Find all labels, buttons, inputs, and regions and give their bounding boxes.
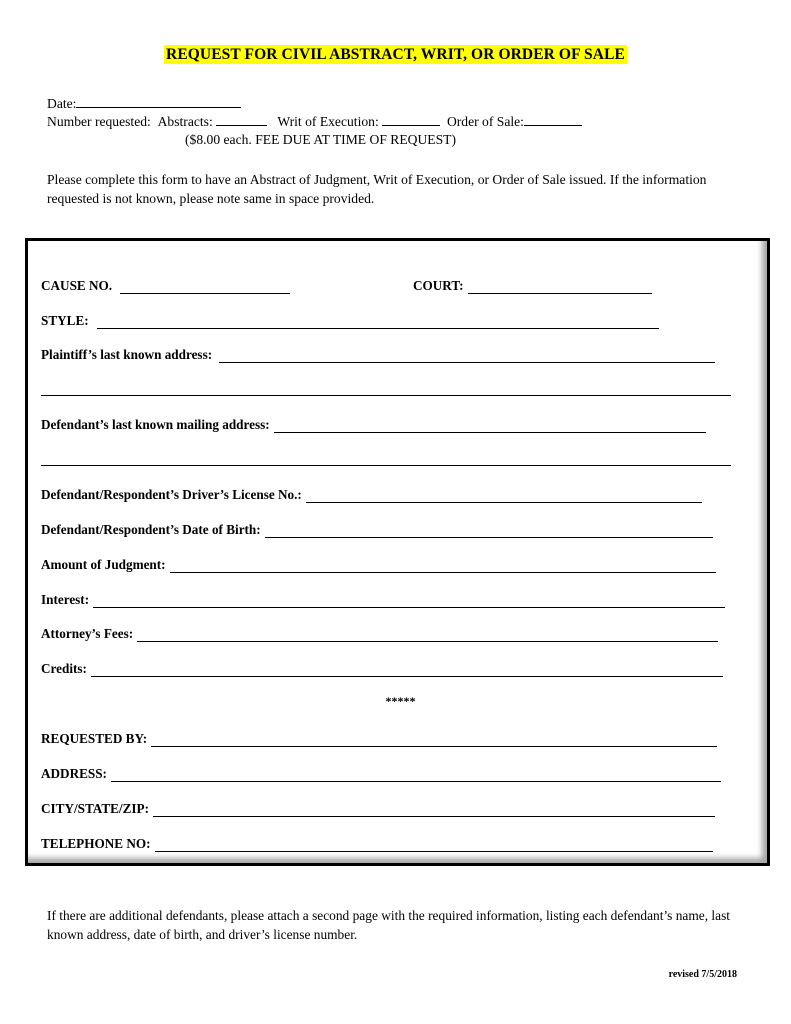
writ-field[interactable] [382, 113, 440, 126]
revision-date: revised 7/5/2018 [668, 969, 737, 980]
telephone-row [41, 836, 713, 852]
credits-label: Credits: [41, 661, 87, 676]
telephone-label: TELEPHONE NO: [41, 836, 151, 851]
date-label: Date: [47, 96, 77, 111]
additional-defendants-note: If there are additional defendants, please attach a second page with the required information, listing each defendant’s name, last known address, date of birth, and driver’s license number. [47, 908, 731, 942]
requested-by-label: REQUESTED BY: [41, 731, 148, 746]
plaintiff-address-line-2[interactable] [41, 395, 731, 396]
style-label: STYLE: [41, 313, 89, 328]
order-of-sale-label: Order of Sale: [446, 114, 524, 129]
form-title [0, 46, 791, 64]
defendant-address-row [41, 417, 706, 433]
attorneys-fees-row [41, 626, 718, 642]
address-label: ADDRESS: [41, 766, 107, 781]
court-label: COURT: [413, 278, 464, 293]
section-separator: ***** [385, 694, 416, 708]
abstracts-label: Abstracts: [157, 114, 213, 129]
fee-note: ($8.00 each. FEE DUE AT TIME OF REQUEST) [185, 132, 456, 147]
defendant-address-line-2[interactable] [41, 465, 731, 466]
number-requested-row [47, 113, 582, 131]
number-requested-label: Number requested: [47, 114, 151, 129]
credits-field[interactable] [91, 664, 723, 677]
interest-row [41, 592, 725, 608]
interest-field[interactable] [93, 595, 725, 608]
city-state-zip-label: CITY/STATE/ZIP: [41, 801, 149, 816]
requested-by-row [41, 731, 717, 747]
date-of-birth-field[interactable] [265, 525, 713, 538]
writ-label: Writ of Execution: [277, 114, 379, 129]
style-field[interactable] [97, 316, 659, 329]
date-row [47, 95, 582, 113]
request-header [47, 95, 582, 149]
telephone-field[interactable] [155, 839, 713, 852]
form-title-text: REQUEST FOR CIVIL ABSTRACT, WRIT, OR ORDER OF SALE [166, 46, 625, 63]
city-state-zip-field[interactable] [153, 804, 715, 817]
plaintiff-address-field[interactable] [219, 350, 715, 363]
interest-label: Interest: [41, 592, 90, 607]
city-state-zip-row [41, 801, 715, 817]
attorneys-fees-label: Attorney’s Fees: [41, 626, 134, 641]
defendant-address-label: Defendant’s last known mailing address: [41, 417, 270, 432]
cause-no-label: CAUSE NO. [41, 278, 113, 293]
drivers-license-field[interactable] [306, 490, 702, 503]
credits-row [41, 661, 723, 677]
plaintiff-address-row [41, 347, 715, 363]
attorneys-fees-field[interactable] [137, 629, 718, 642]
instructions-text: Please complete this form to have an Abstract of Judgment, Writ of Execution, or Order of Sale issued. If the information requested is not known, please note same in space provided. [47, 172, 707, 206]
requested-by-field[interactable] [151, 734, 717, 747]
style-row [41, 313, 659, 329]
request-form-box [25, 238, 770, 866]
defendant-address-field[interactable] [274, 420, 706, 433]
court-row [413, 278, 652, 294]
court-field[interactable] [468, 281, 652, 294]
date-field[interactable] [76, 95, 241, 108]
address-field[interactable] [111, 769, 721, 782]
amount-of-judgment-row [41, 557, 716, 573]
amount-of-judgment-label: Amount of Judgment: [41, 557, 166, 572]
plaintiff-address-label: Plaintiff’s last known address: [41, 347, 213, 362]
amount-of-judgment-field[interactable] [170, 560, 716, 573]
address-row [41, 766, 721, 782]
cause-no-row [41, 278, 290, 294]
drivers-license-row [41, 487, 702, 503]
cause-no-field[interactable] [120, 281, 290, 294]
date-of-birth-label: Defendant/Respondent’s Date of Birth: [41, 522, 261, 537]
abstracts-field[interactable] [216, 113, 267, 126]
order-of-sale-field[interactable] [524, 113, 582, 126]
date-of-birth-row [41, 522, 713, 538]
drivers-license-label: Defendant/Respondent’s Driver’s License No.: [41, 487, 302, 502]
